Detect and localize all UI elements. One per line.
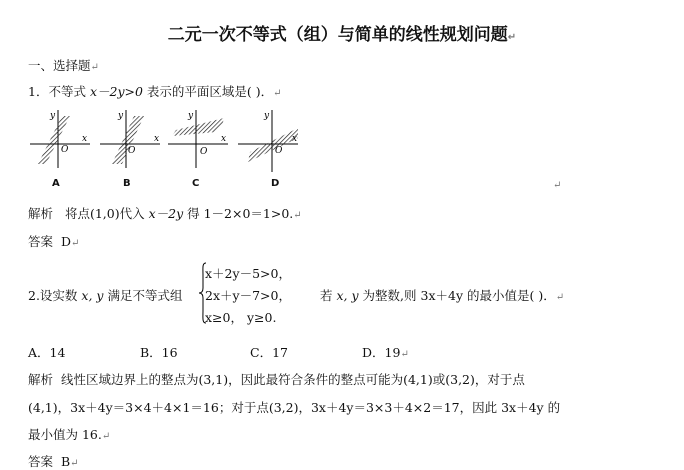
q1-stem: 1．不等式 x－2y>0 表示的平面区域是( )．↵ — [28, 84, 282, 99]
q2-system-line-2: 2x＋y－7>0， — [205, 288, 291, 303]
x-axis-label: x — [221, 134, 227, 144]
q2-system-line-1: x＋2y－5>0， — [205, 266, 291, 281]
origin-label: O — [61, 145, 69, 155]
q2-option-c: C．17 — [250, 345, 288, 360]
y-axis-label: y — [188, 111, 194, 121]
section-heading: 一、选择题↵ — [28, 58, 99, 73]
y-axis-label: y — [118, 111, 124, 121]
y-axis-label: y — [264, 111, 270, 121]
q2-stem: 2.设实数 x, y 满足不等式组 — [28, 288, 183, 303]
q1-answer: 答案 D↵ — [28, 234, 80, 249]
q1-graph-a — [28, 106, 94, 176]
return-mark: ↵ — [553, 180, 562, 191]
x-axis-label: x — [82, 134, 88, 144]
page-title: 二元一次不等式（组）与简单的线性规划问题↵ — [167, 25, 517, 45]
q1-option-b: B — [123, 178, 131, 189]
q1-graph-d — [236, 106, 302, 176]
origin-label: O — [200, 147, 208, 157]
q2-analysis-line-2: (4,1)，3x＋4y＝3×4＋4×1＝16；对于点(3,2)，3x＋4y＝3×3＋4×2＝17，因此 3x＋4y 的 — [28, 400, 561, 415]
q2-stem-tail: 若 x, y 为整数,则 3x＋4y 的最小值是( )．↵ — [320, 288, 565, 303]
y-axis-label: y — [50, 111, 56, 121]
origin-label: O — [275, 146, 283, 156]
q2-option-a: A．14 — [28, 345, 66, 360]
q2-system-line-3: x≥0， y≥0. — [205, 310, 277, 325]
origin-label: O — [128, 146, 136, 156]
q2-option-d: D．19↵ — [362, 345, 409, 360]
q2-answer: 答案 B↵ — [28, 454, 79, 469]
q2-analysis-line-1: 解析 线性区域边界上的整点为(3,1)，因此最符合条件的整点可能为(4,1)或(3,2)，对于点 — [28, 372, 525, 387]
q1-option-c: C — [192, 178, 200, 189]
x-axis-label: x — [292, 134, 298, 144]
x-axis-label: x — [154, 134, 160, 144]
q1-option-d: D — [271, 178, 280, 189]
q1-analysis: 解析 将点(1,0)代入 x－2y 得 1－2×0＝1>0.↵ — [28, 206, 302, 221]
q2-analysis-line-3: 最小值为 16.↵ — [28, 427, 111, 442]
q2-option-b: B．16 — [140, 345, 178, 360]
q1-option-a: A — [52, 178, 60, 189]
q1-graph-c — [166, 106, 232, 176]
q1-inequality: x－2y>0 — [89, 84, 143, 99]
q1-graph-b — [98, 106, 164, 176]
